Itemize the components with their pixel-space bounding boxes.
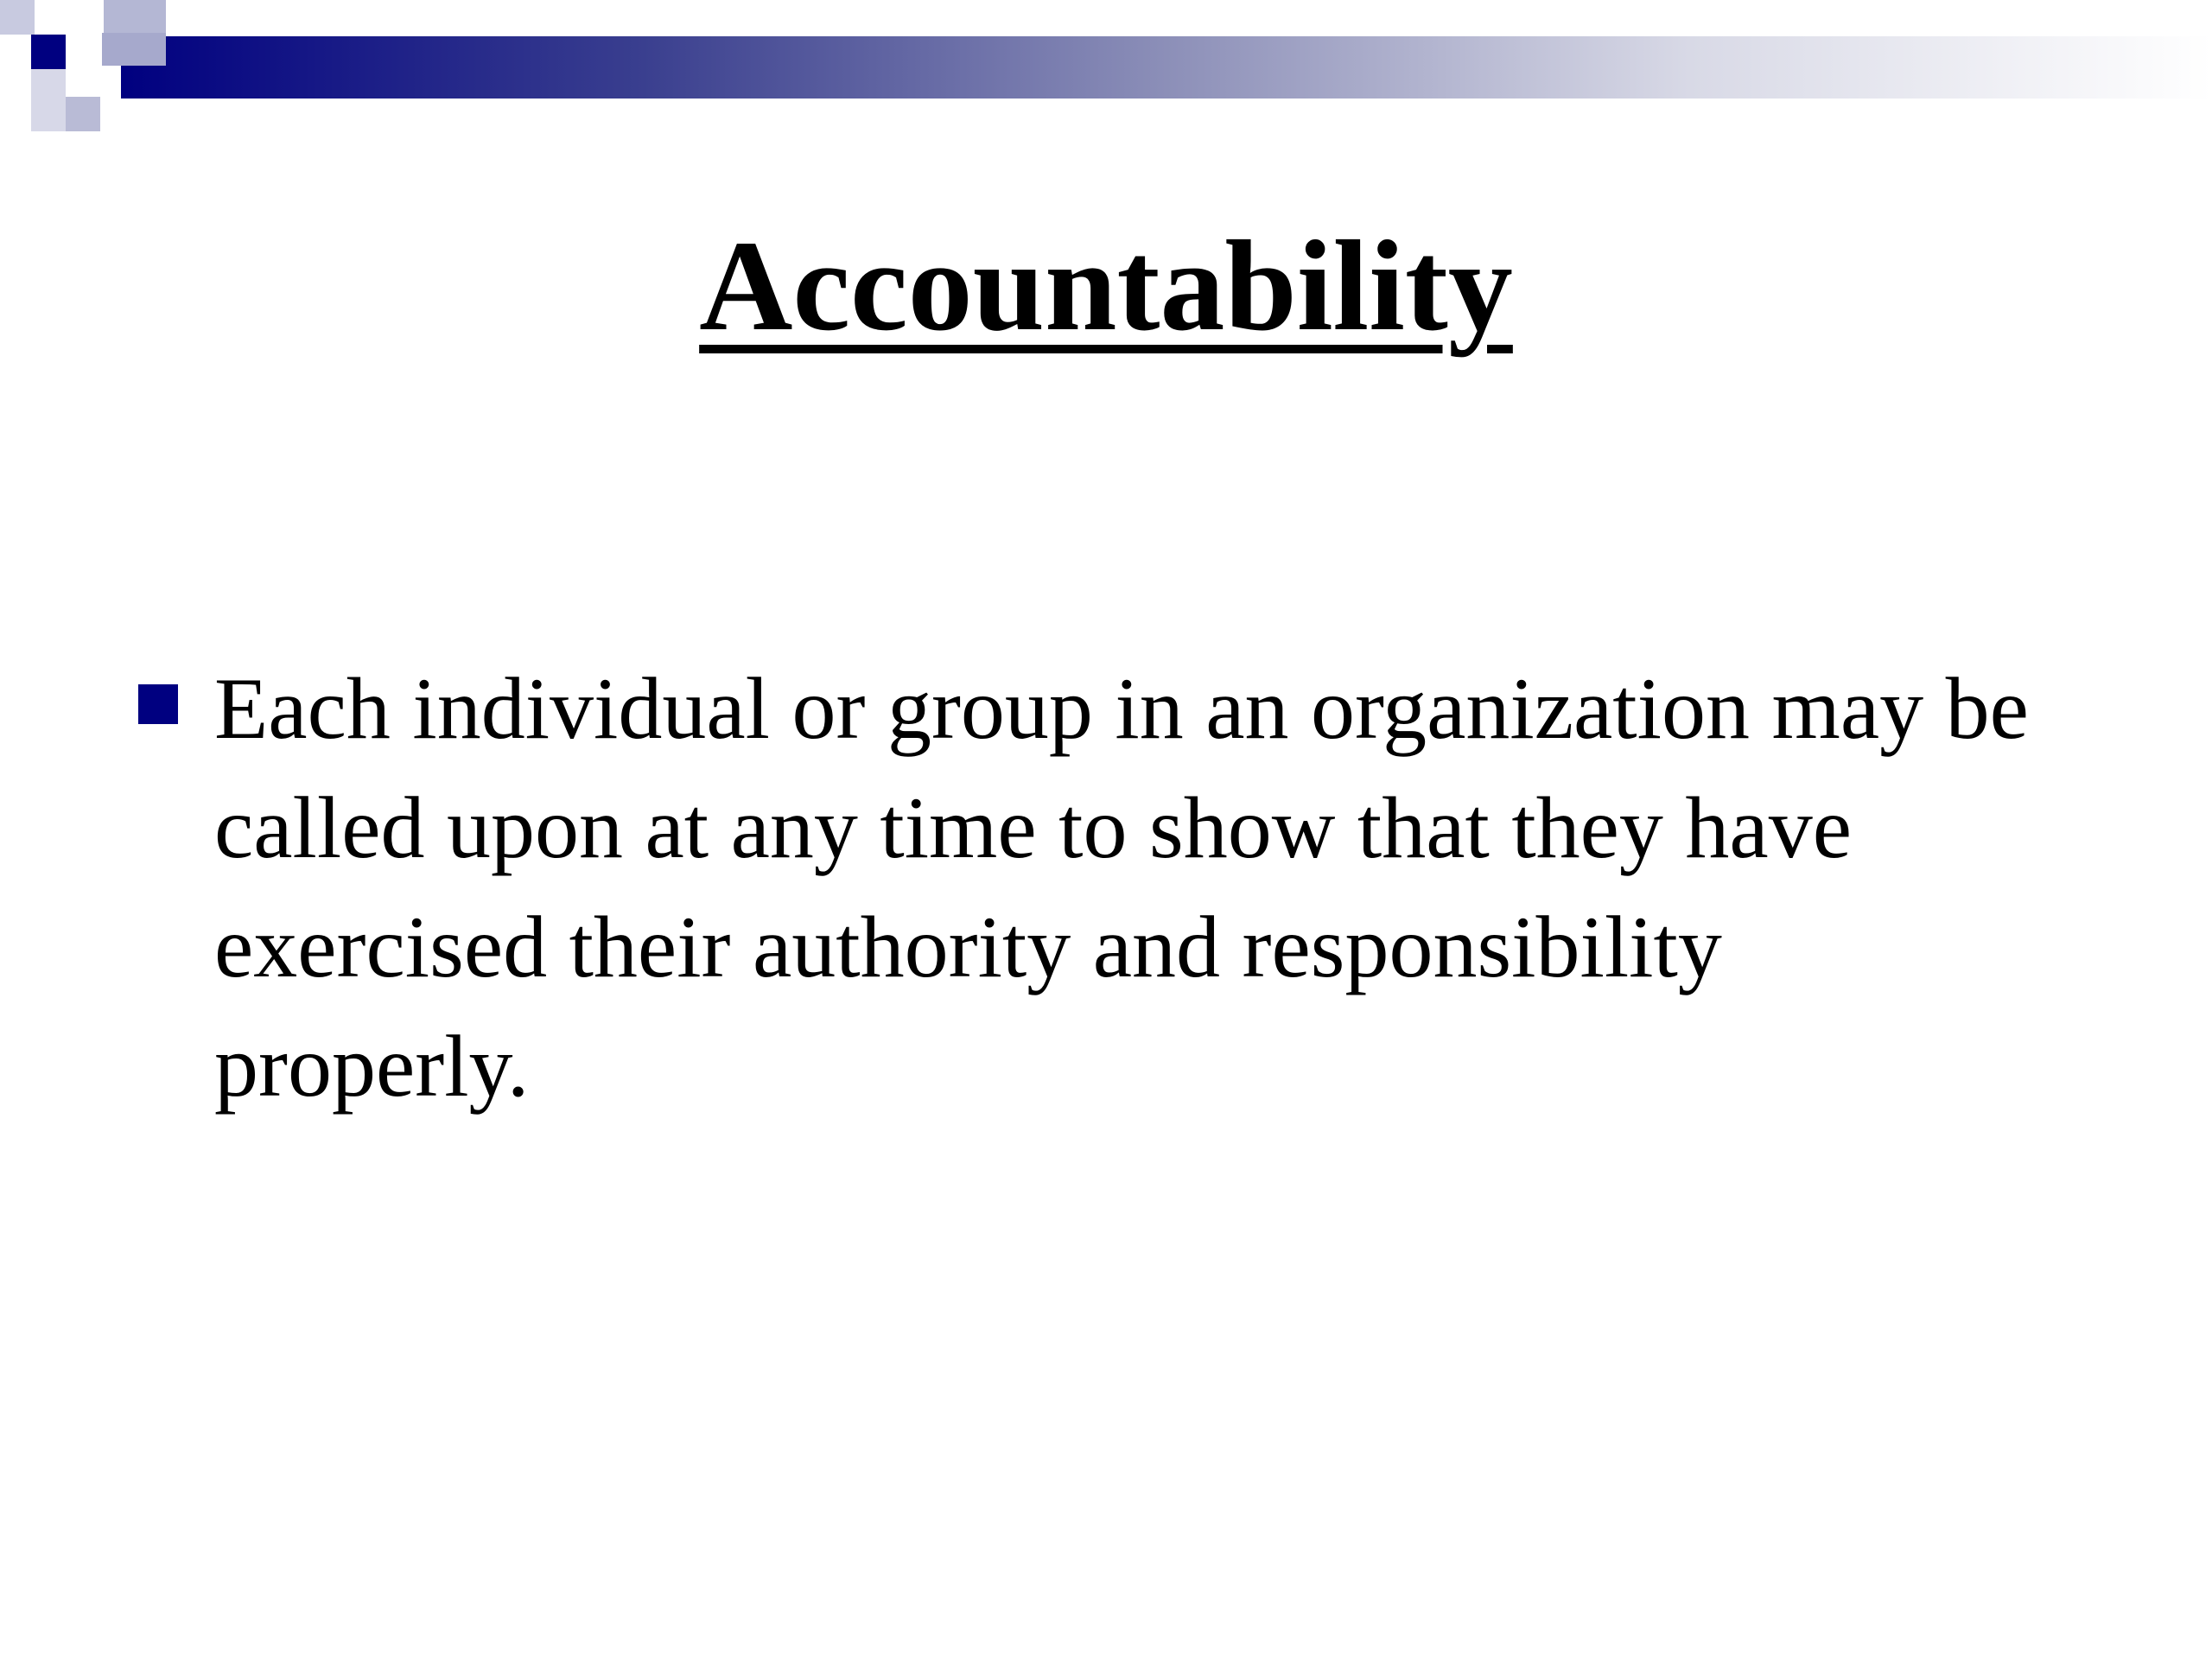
bullet-text: Each individual or group in an organization may be called upon at any time to show that they have exercised their authority and responsibility properly. bbox=[214, 660, 2029, 1116]
decorative-square bbox=[102, 33, 166, 66]
decorative-square bbox=[31, 69, 66, 131]
bullet-list bbox=[138, 650, 2056, 1127]
decorative-square bbox=[66, 97, 100, 131]
decorative-square bbox=[0, 0, 35, 35]
decorative-square bbox=[104, 0, 166, 33]
slide-title-text: Accountability bbox=[699, 214, 1513, 358]
decorative-square-dark bbox=[31, 35, 66, 69]
slide-title bbox=[0, 204, 2212, 368]
square-bullet-icon bbox=[138, 684, 178, 724]
bullet-item bbox=[138, 650, 2056, 1127]
header-gradient-band bbox=[121, 36, 2212, 99]
